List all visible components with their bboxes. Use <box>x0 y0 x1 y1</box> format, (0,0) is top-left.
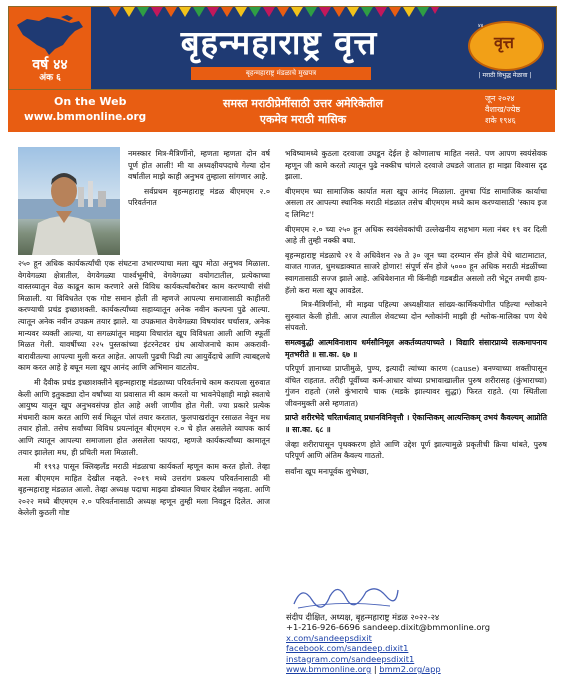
paragraph: मी १९९३ पासून क्लिव्हलँड मराठी मंडळाचा कार्यकर्ता म्हणून काम करत होतो. तेव्हा मला बीएमएम माहित देखील नव्हते. २०१९ मध्ये उत्तरांग प्रकल्प परिवर्तनासाठी मी बृहन्महाराष्ट्र मंडळात आलो. तेव्हा अध्यक्ष पदाचा माझ्या डोक्यात विचार देखील नव्हता. आणि २०२२ मध्ये बीएमएम २.० परिवर्तनासाठी अध्यक्ष म्हणून तुम्ही मला निवडून दिलेत. आज केलेली कुठली गोष्ट <box>18 462 270 518</box>
paragraph: मी दैवीक प्रचंड इच्छाशक्तीने बृहन्महाराष्ट्र मंडळाच्या परिवर्तनाचे काम करायला सुरुवात केली आणि इतुकड्या दोन वर्षांच्या या प्रवासात मी काम करतो या भावनेपेक्षाही माझे स्वतःचे आयुष्य यातून खूप अनुभवसंपन्न होत आहे अशी जाणीव होत गेली. ज्या प्रकारे प्रत्येक मंचमारी काम करत आणि सर्व मिळून पोलं तयार करतात, फुलपाखरांतून रसाळत नेवून मध तयार होतो. तसेच सर्वांच्या विविध प्रयत्नांतून बीएमएम २.० चे होत असलेले व्यापक कार्य आणि त्यातून आपल्या समाजाला होत असलेला फायदा, म्हणजे कार्यकर्त्यांच्या कामातून तयार झालेला मध, ही प्रचिती मला मिळाली. <box>18 377 270 457</box>
info-bar <box>8 90 555 132</box>
paragraph: बीएमएम २.० च्या २५० हून अधिक स्वयंसेवकांची उल्लेखनीय सहभाग मला नंबर १९ वर दिली आहे ती तुम्ही नक्की बघा. <box>285 224 547 246</box>
masthead-tagline: बृहन्महाराष्ट्र मंडळाचे मुखपत्र <box>191 67 371 80</box>
president-photo <box>18 147 120 255</box>
column-a-top <box>128 148 270 212</box>
x-link[interactable]: x.com/sandeepsdixit <box>286 632 372 643</box>
website-app-line <box>286 664 548 674</box>
portrait-illustration <box>18 147 120 255</box>
link-separator: | <box>373 664 377 675</box>
vrutta-logo <box>460 21 550 83</box>
year-label: वर्ष ४४ <box>32 57 68 73</box>
subtitle-line-1: समस्त मराठीप्रेमींसाठी उत्तर अमेरिकेतील <box>223 97 383 110</box>
instagram-link[interactable]: instagram.com/sandeepsdixit1 <box>286 653 415 664</box>
contact-block <box>286 612 548 674</box>
date-hindu-month: वैशाख/ज्येष्ठ <box>485 105 521 114</box>
north-america-map-icon <box>13 15 87 57</box>
app-link[interactable]: bmm2.org/app <box>379 664 441 675</box>
paragraph: २५० हून अधिक कार्यकर्त्यांची एक संघटना उभारण्याचा मला खूप मोठा अनुभव मिळाला. वेगवेगळ्या क्षेत्रातील, वेगवेगळ्या पार्श्वभूमीचे, वेगवेगळ्या वयोगटातील, प्रत्येकाच्या वास्तव्यातून वेळ काढून काम करणारे असे विविध कार्यकर्त्यांबरोबर काम करण्याची संधी मिळाली. या विविधतेत एक गोष्ट समान होती ती म्हणजे आपल्या समाजासाठी काहीतरी करण्याची प्रचंड इच्छाशक्ती. कार्यकर्त्यांच्या सहाय्यातून अनेक नवीन कल्पना पुढे आल्या. त्यातून अनेक नवीन उपक्रम तयार झाले. या उपक्रमात वेगवेगळ्या विषयांवर चर्चासत्र, अनेक मान्यवर व्यक्ती आल्या, या सगळ्यांतून माझ्या विचारांत खूप विविधता आली आणि स्फूर्ती मिळत गेली. यावर्षीच्या २२५ पुस्तकांच्या इंटरनेटवर ग्रंथ आयोजनाचे काम अकरावी-बारावीतल्या आपल्या मुली करत आहेत. आपली पुढची पिढी त्या आयुर्वेदाचे आणि त्याबद्दलचे काम करत आहे हे बघून मला खूप आनंद आणि अभिमान वाटतोय. <box>18 259 270 373</box>
facebook-link[interactable]: facebook.com/sandeep.dixit1 <box>286 643 409 654</box>
issue-date <box>485 93 545 126</box>
paragraph: बीएमएम च्या सामाजिक कार्यात मला खूप आनंद मिळाला. तुमचा पिंड सामाजिक कार्याचा असला तर आपल्या स्थानिक मराठी मंडळात तसेच बीएमएम मध्ये काम करण्यासाठी 'स्काय इज द लिमिट'! <box>285 186 547 219</box>
verse: प्राप्ते शरीरभेदे चरितार्थत्वात् प्रधानविनिवृत्तौ । ऐकान्तिकम् आत्यन्तिकम् उभयं कैवल्यम् आप्नोति ॥ सा.का. ६८ ॥ <box>285 413 547 435</box>
masthead-banner <box>8 6 557 90</box>
logo-caption: | मराठी विभुद्ध मेळावा | <box>478 72 532 79</box>
date-month: जून २०२४ <box>485 94 515 103</box>
paragraph: भविष्यामध्ये कुठला दरवाजा उघडून देईल हे कोणालाच माहित नसते. पण आपण स्वयंसेवक म्हणून जी कामे करतो त्यातून पुढे नक्कीच चांगले दरवाजे उघडले जातात हा माझा विश्वास दृढ झाला. <box>285 149 547 182</box>
greeting: सर्वांना खूप मनःपूर्वक शुभेच्छा, <box>285 466 369 476</box>
paragraph: बृहन्महाराष्ट्र मंडळाचे २१ वे अधिवेशन २७ ते ३० जून च्या दरम्यान सॅन होजे येथे थाटामाटात, वाजत गाजत, धुमधडाक्यात साजरे होणार! संपूर्ण सॅन होजे ५००० हून अधिक मराठी मंडळींच्या स्वागतासाठी सज्ज झाले आहे. अधिवेशनात मी किंनीही गडबडीत असलो तरी भेटून तमची हाय-हॅलो करा मला खूप आवडेल. <box>285 250 547 295</box>
logo-badge: ४४ <box>478 23 484 29</box>
issue-label: अंक ६ <box>39 73 61 83</box>
website-link-footer[interactable]: www.bmmonline.org <box>286 664 372 675</box>
paragraph: नमस्कार मित्र-मैत्रिणींनो, म्हणता म्हणता दोन वर्ष पूर्ण होत आली! मी या अध्यक्षीयपदाचे गेल्या दोन वर्षातील माझे काही अनुभव तुम्हाला सांगणार आहे. <box>128 149 270 182</box>
column-b <box>285 148 547 480</box>
column-a <box>18 258 270 522</box>
web-title: On the Web <box>54 95 127 108</box>
paragraph: जेव्हा शरीरापासून पृथक्करण होते आणि उद्देश पूर्ण झाल्यामुळे प्रकृतीची क्रिया थांबते, पुरुष परिपूर्ण आणि अंतिम कैवल्य गाठतो. <box>285 439 547 461</box>
date-shaka: शके १९४६ <box>485 116 516 125</box>
verse: समत्वबुद्धी आत्मविनाशाय धर्मसौनिमूल अकर्तव्यतयाच्यते । विद्यारि संसारप्राय्ये सत्कमापनाय मृतभरीते ॥ सा.का. ६७ ॥ <box>285 337 547 359</box>
volume-box <box>15 57 85 84</box>
logo-text: वृत्त <box>494 33 514 52</box>
phone-email[interactable]: +1-216-926-6696 sandeep.dixit@bmmonline.org <box>286 622 491 633</box>
paragraph: परिपूर्ण ज्ञानाच्या प्राप्तीमुळे, पुण्य, इत्यादी त्यांच्या कारण (cause) बनण्याच्या शक्तीपासून वंचित राहतात. तरीही पूर्वीच्या कर्म-आधार यांच्या प्रभावाखालील पुरुष शरीरासह (कुंभाराच्या) गुंजन राहतो (जसे कुंभाराचे चाक (मडके झाल्यावर सुद्धा) फिरत राहते. (या स्थितीला जीवनमुक्ती असे म्हणतात) <box>285 364 547 408</box>
subtitle-line-2: एकमेव मराठी मासिक <box>259 113 347 126</box>
map-panel <box>9 7 91 89</box>
signature-name-line: संदीप दीक्षित, अध्यक्ष, बृहन्महाराष्ट्र मंडळ २०२२-२४ <box>286 612 440 622</box>
website-link[interactable]: www.bmmonline.org <box>24 111 147 123</box>
masthead-title: बृहन्महाराष्ट्र वृत्त <box>180 23 378 62</box>
paragraph: सर्वप्रथम बृहन्महाराष्ट्र मंडळ बीएमएम २.० परिवर्तनात <box>128 186 270 208</box>
signature-strokes <box>290 578 400 614</box>
paragraph: मित्र-मैत्रिणींनो, मी माझ्या पहिल्या अध्यक्षीयात सांख्य-कार्मिकयोगीत पहिल्या श्लोकाने सुरुवात केली होती. आज त्यातील शेवटच्या दोन श्लोकांनी माझी ही श्लोक-मालिका पण येथे संपवतो. <box>285 300 547 333</box>
